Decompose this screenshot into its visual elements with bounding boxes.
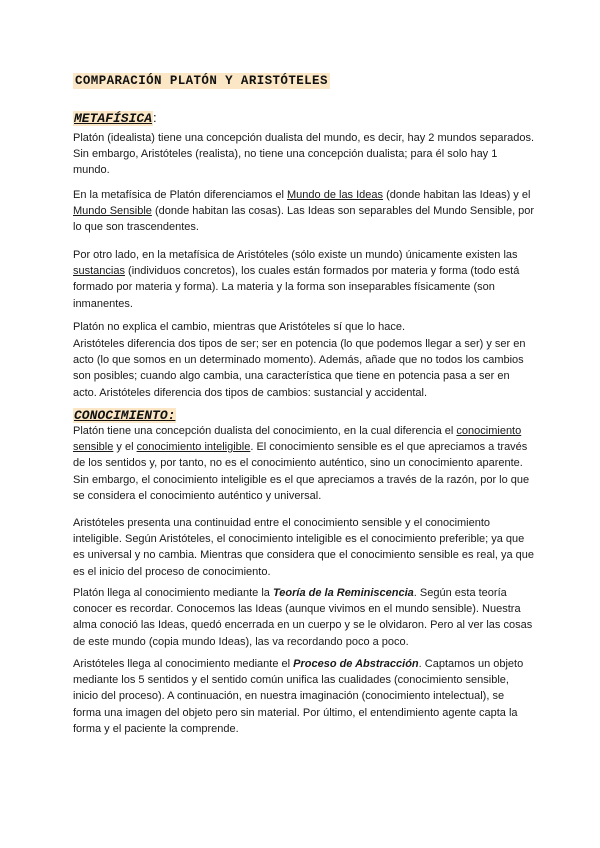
term-sustancias: sustancias <box>73 265 125 278</box>
paragraph-conocimiento-2: Aristóteles presenta una continuidad entre el conocimiento sensible y el conocimiento inteligible. Según Aristóteles, el conocimiento inteligible es el conocimiento preferible; ya que es universal y no cambia. Mientras que considera que el conocimiento sensible es real, ya que es el inicio del proceso de conocimiento. <box>73 517 535 578</box>
text-span: . Según esta teoría conocer es recordar. Conocemos las Ideas (aunque vivimos en el mundo sensible). Nuestra alma conoció las Ideas, quedó encerrada en un cuerpo y se le olvidaron. Pero al ver las cosas de este mundo (copia mundo Ideas), las va recordando poco a poco. <box>73 587 533 648</box>
heading-text: METAFÍSICA <box>74 111 153 126</box>
term-proceso-abstraccion: Proceso de Abstracción <box>293 658 419 670</box>
text-span: . Captamos un objeto mediante los 5 sentidos y el sentido común unifica las cualidades (conocimiento sensible, inicio del proceso). A continuación, en nuestra imaginación (conocimiento intelectual), se forma una imagen del objeto pero sin material. Por último, el entendimiento agente capta la forma y el paciente la comprende. <box>73 658 524 735</box>
term-conocimiento-inteligible: conocimiento inteligible <box>136 441 251 454</box>
paragraph-metafisica-4b: Aristóteles diferencia dos tipos de ser; ser en potencia (lo que podemos llegar a ser) y ser en acto (lo que somos en un determinado momento). Además, añade que no todos los cambios son posibles; cuando algo cambia, una característica que tiene en potencia pasa a ser en acto. Aristóteles diferencia dos tipos de cambios: sustancial y accidental. <box>73 338 526 399</box>
text-span: Aristóteles llega al conocimiento mediante el <box>73 658 294 670</box>
paragraph-conocimiento-1 <box>73 423 535 504</box>
term-conocimiento-sensible: conocimiento sensible <box>73 425 522 454</box>
paragraph-metafisica-4a: Platón no explica el cambio, mientras que Aristóteles sí que lo hace. <box>73 321 406 333</box>
text-span: En la metafísica de Platón diferenciamos el <box>73 189 288 201</box>
paragraph-metafisica-2 <box>73 187 535 236</box>
heading-colon: : <box>153 110 157 125</box>
text-span: Platón llega al conocimiento mediante la <box>73 587 273 599</box>
term-teoria-reminiscencia: Teoría de la Reminiscencia <box>272 587 414 599</box>
section-heading-conocimiento <box>73 408 176 423</box>
text-span: . El conocimiento sensible es el que apreciamos a través de los sentidos y, por tanto, no es el conocimiento auténtico, sino un conocimiento aparente. Sin embargo, el conocimiento inteligible es el que apreciamos a través de la razón, por lo que se considera el conocimiento auténtico y universal. <box>73 441 530 502</box>
text-span: (donde habitan las Ideas) y el <box>383 189 531 201</box>
text-span: y el <box>113 441 137 454</box>
text-span: (individuos concretos), los cuales están formados por materia y forma (todo está formado por materia y forma). La materia y la forma son inseparables físicamente (son inmanentes. <box>73 265 520 310</box>
text-span: Platón tiene una concepción dualista del conocimiento, en la cual diferencia el <box>73 425 457 437</box>
term-mundo-ideas: Mundo de las Ideas <box>287 189 384 201</box>
text-span: Por otro lado, en la metafísica de Aristóteles (sólo existe un mundo) únicamente existen las <box>73 249 518 261</box>
heading-text: CONOCIMIENTO: <box>74 408 176 423</box>
paragraph-conocimiento-3 <box>73 585 535 650</box>
document-title: COMPARACIÓN PLATÓN Y ARISTÓTELES <box>75 74 328 88</box>
section-heading-metafisica <box>73 110 157 126</box>
paragraph-metafisica-3 <box>73 247 535 312</box>
paragraph-conocimiento-4 <box>73 656 535 737</box>
text-span: (donde habitan las cosas). Las Ideas son separables del Mundo Sensible, por lo que son trascendentes. <box>73 205 535 234</box>
term-mundo-sensible: Mundo Sensible <box>73 205 152 218</box>
paragraph-metafisica-1: Platón (idealista) tiene una concepción dualista del mundo, es decir, hay 2 mundos separados. Sin embargo, Aristóteles (realista), no tiene una concepción dualista; para él solo hay 1 mundo. <box>73 132 535 177</box>
